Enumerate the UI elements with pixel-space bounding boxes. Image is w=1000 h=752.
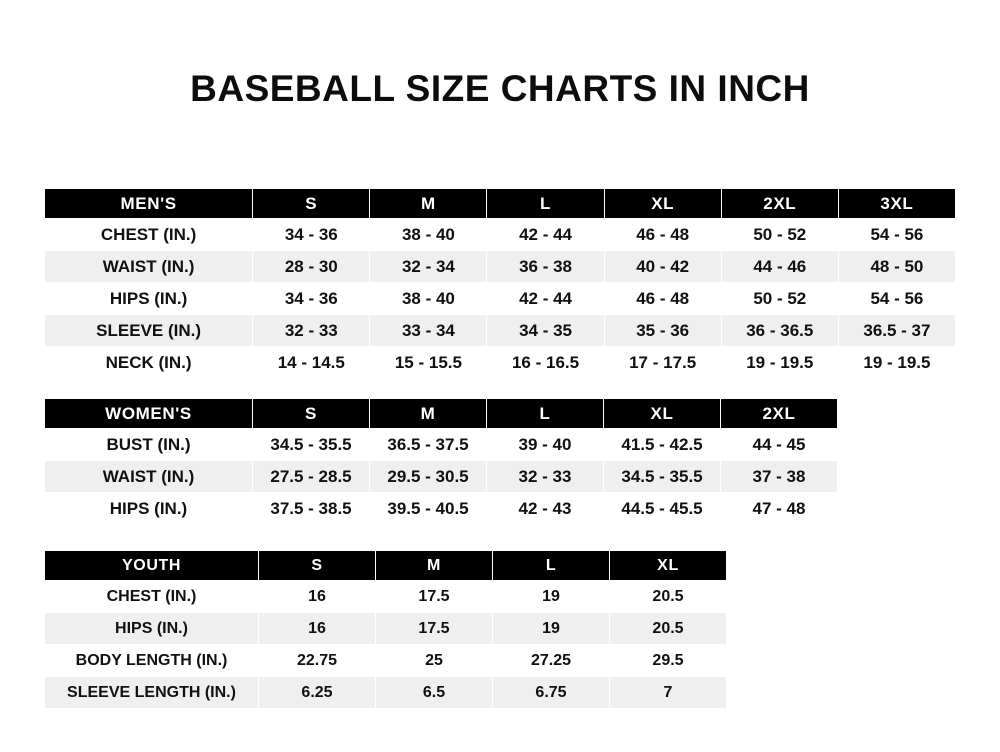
- table-row: [45, 645, 727, 677]
- table-cell: 14 - 14.5: [253, 347, 370, 379]
- womens-size-table: [44, 398, 838, 525]
- table-cell: 50 - 52: [721, 219, 838, 251]
- table-row: [45, 493, 838, 525]
- column-header: M: [370, 189, 487, 219]
- row-label: CHEST (IN.): [45, 581, 259, 613]
- table-row: [45, 315, 956, 347]
- column-header: S: [259, 551, 376, 581]
- row-label: BODY LENGTH (IN.): [45, 645, 259, 677]
- table-cell: 36.5 - 37: [838, 315, 955, 347]
- table-cell: 54 - 56: [838, 219, 955, 251]
- column-header: L: [487, 189, 604, 219]
- table-cell: 44.5 - 45.5: [604, 493, 721, 525]
- table-cell: 32 - 33: [253, 315, 370, 347]
- table-row: [45, 461, 838, 493]
- table-header-row: [45, 189, 956, 219]
- column-header: XL: [604, 189, 721, 219]
- table-cell: 25: [376, 645, 493, 677]
- table-cell: 20.5: [610, 581, 727, 613]
- table-row: [45, 347, 956, 379]
- youth-table-body: [45, 581, 727, 709]
- table-cell: 33 - 34: [370, 315, 487, 347]
- table-cell: 27.25: [493, 645, 610, 677]
- table-cell: 42 - 44: [487, 219, 604, 251]
- table-cell: 37.5 - 38.5: [253, 493, 370, 525]
- row-label: SLEEVE (IN.): [45, 315, 253, 347]
- womens-table-body: [45, 429, 838, 525]
- table-cell: 34 - 36: [253, 283, 370, 315]
- youth-table-header: [45, 551, 727, 581]
- table-cell: 17 - 17.5: [604, 347, 721, 379]
- table-row: [45, 677, 727, 709]
- table-cell: 7: [610, 677, 727, 709]
- table-cell: 29.5: [610, 645, 727, 677]
- table-row: [45, 219, 956, 251]
- row-label: WAIST (IN.): [45, 461, 253, 493]
- row-label: HIPS (IN.): [45, 283, 253, 315]
- table-cell: 46 - 48: [604, 283, 721, 315]
- row-label: WAIST (IN.): [45, 251, 253, 283]
- column-header: M: [370, 399, 487, 429]
- row-label: CHEST (IN.): [45, 219, 253, 251]
- column-header: S: [253, 189, 370, 219]
- table-cell: 16: [259, 613, 376, 645]
- table-cell: 34 - 35: [487, 315, 604, 347]
- column-header: XL: [604, 399, 721, 429]
- column-header: 2XL: [721, 189, 838, 219]
- column-header: WOMEN'S: [45, 399, 253, 429]
- table-row: [45, 429, 838, 461]
- table-cell: 35 - 36: [604, 315, 721, 347]
- column-header: 3XL: [838, 189, 955, 219]
- table-cell: 47 - 48: [721, 493, 838, 525]
- table-cell: 29.5 - 30.5: [370, 461, 487, 493]
- table-cell: 42 - 43: [487, 493, 604, 525]
- table-cell: 15 - 15.5: [370, 347, 487, 379]
- column-header: YOUTH: [45, 551, 259, 581]
- table-cell: 6.5: [376, 677, 493, 709]
- column-header: MEN'S: [45, 189, 253, 219]
- table-header-row: [45, 399, 838, 429]
- column-header: 2XL: [721, 399, 838, 429]
- table-row: [45, 283, 956, 315]
- womens-table-header: [45, 399, 838, 429]
- mens-table-header: [45, 189, 956, 219]
- table-cell: 34.5 - 35.5: [604, 461, 721, 493]
- table-cell: 36.5 - 37.5: [370, 429, 487, 461]
- table-cell: 39.5 - 40.5: [370, 493, 487, 525]
- table-cell: 34 - 36: [253, 219, 370, 251]
- table-cell: 37 - 38: [721, 461, 838, 493]
- table-cell: 19: [493, 581, 610, 613]
- table-cell: 19: [493, 613, 610, 645]
- table-cell: 50 - 52: [721, 283, 838, 315]
- table-cell: 6.25: [259, 677, 376, 709]
- table-cell: 32 - 33: [487, 461, 604, 493]
- table-cell: 19 - 19.5: [838, 347, 955, 379]
- table-cell: 16: [259, 581, 376, 613]
- table-row: [45, 613, 727, 645]
- table-cell: 44 - 45: [721, 429, 838, 461]
- table-cell: 19 - 19.5: [721, 347, 838, 379]
- row-label: SLEEVE LENGTH (IN.): [45, 677, 259, 709]
- table-cell: 6.75: [493, 677, 610, 709]
- table-cell: 41.5 - 42.5: [604, 429, 721, 461]
- table-cell: 42 - 44: [487, 283, 604, 315]
- table-cell: 39 - 40: [487, 429, 604, 461]
- table-cell: 44 - 46: [721, 251, 838, 283]
- table-cell: 32 - 34: [370, 251, 487, 283]
- table-row: [45, 251, 956, 283]
- row-label: NECK (IN.): [45, 347, 253, 379]
- row-label: HIPS (IN.): [45, 493, 253, 525]
- table-cell: 38 - 40: [370, 219, 487, 251]
- table-cell: 36 - 38: [487, 251, 604, 283]
- table-cell: 22.75: [259, 645, 376, 677]
- table-cell: 40 - 42: [604, 251, 721, 283]
- table-cell: 46 - 48: [604, 219, 721, 251]
- column-header: L: [493, 551, 610, 581]
- table-cell: 38 - 40: [370, 283, 487, 315]
- table-cell: 16 - 16.5: [487, 347, 604, 379]
- row-label: BUST (IN.): [45, 429, 253, 461]
- table-cell: 36 - 36.5: [721, 315, 838, 347]
- table-cell: 28 - 30: [253, 251, 370, 283]
- table-header-row: [45, 551, 727, 581]
- youth-size-table: [44, 550, 727, 709]
- table-cell: 17.5: [376, 581, 493, 613]
- table-cell: 54 - 56: [838, 283, 955, 315]
- column-header: M: [376, 551, 493, 581]
- table-cell: 20.5: [610, 613, 727, 645]
- column-header: L: [487, 399, 604, 429]
- column-header: XL: [610, 551, 727, 581]
- table-cell: 48 - 50: [838, 251, 955, 283]
- mens-size-table: [44, 188, 956, 379]
- row-label: HIPS (IN.): [45, 613, 259, 645]
- mens-table-body: [45, 219, 956, 379]
- table-cell: 34.5 - 35.5: [253, 429, 370, 461]
- table-row: [45, 581, 727, 613]
- table-cell: 27.5 - 28.5: [253, 461, 370, 493]
- page-title: BASEBALL SIZE CHARTS IN INCH: [190, 68, 810, 109]
- table-cell: 17.5: [376, 613, 493, 645]
- column-header: S: [253, 399, 370, 429]
